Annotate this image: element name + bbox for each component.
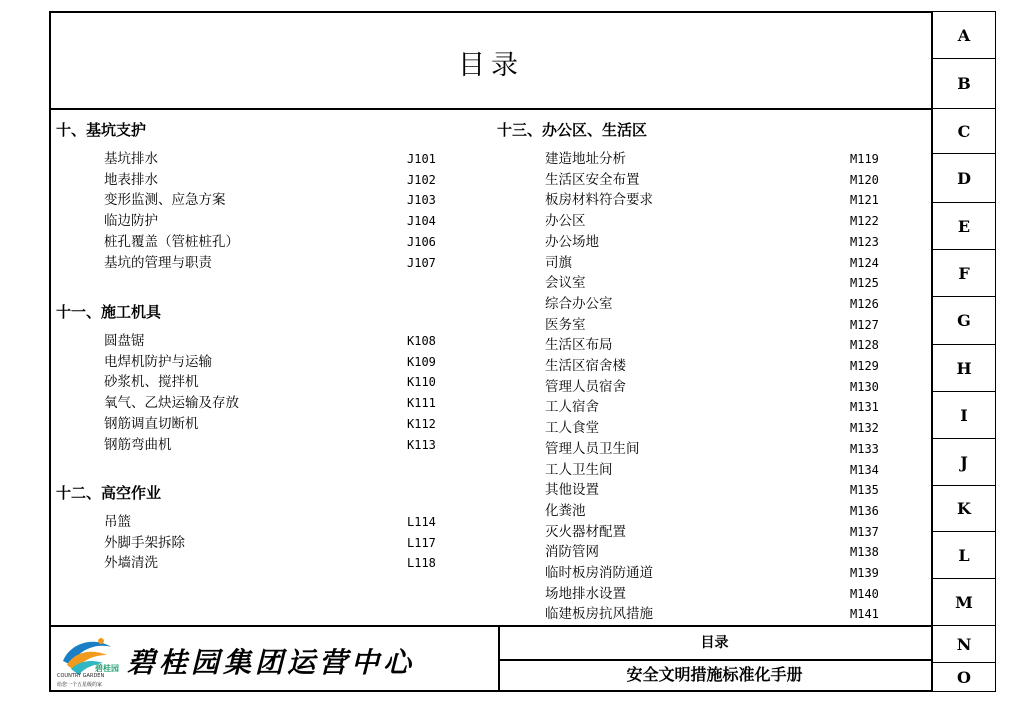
tab-k[interactable]: K (932, 485, 996, 532)
toc-entry-label: 办公场地 (545, 233, 599, 250)
toc-entry-label: 医务室 (545, 316, 586, 333)
toc-entry-page-code: M126 (850, 296, 879, 311)
tab-m[interactable]: M (932, 578, 996, 626)
toc-entry-label: 砂浆机、搅拌机 (104, 374, 199, 391)
toc-entry-page-code: J102 (407, 172, 436, 187)
toc-entry-page-code: M137 (850, 524, 879, 539)
toc-entry[interactable] (49, 170, 489, 190)
toc-entry-page-code: L114 (407, 515, 436, 529)
toc-entry[interactable] (49, 190, 489, 210)
manual-title: 安全文明措施标准化手册 (626, 665, 803, 684)
tab-n[interactable]: N (932, 625, 996, 663)
toc-entry[interactable] (495, 335, 933, 355)
toc-entry[interactable] (495, 480, 933, 500)
toc-entry-label: 司旗 (545, 254, 572, 271)
toc-entry-page-code: L117 (407, 535, 436, 550)
toc-entry-label: 桩孔覆盖（管桩桩孔） (104, 233, 239, 250)
tab-g[interactable]: G (932, 296, 996, 345)
toc-entry-label: 消防管网 (545, 544, 599, 561)
toc-entry[interactable] (495, 584, 933, 604)
toc-entry[interactable] (495, 460, 933, 480)
tab-i[interactable]: I (932, 391, 996, 439)
toc-entry-page-code: M122 (850, 214, 879, 229)
toc-entry-label: 临时板房消防通道 (545, 565, 653, 581)
toc-entry-page-code: L118 (407, 556, 436, 571)
toc-entry[interactable] (495, 253, 933, 273)
toc-entry[interactable] (49, 352, 489, 372)
logo-tagline: 给您一个五星级的家 (57, 682, 103, 688)
toc-entry-page-code: M138 (850, 545, 879, 560)
toc-entry-label: 会议室 (545, 275, 586, 292)
toc-entry[interactable] (495, 232, 933, 252)
logo-english: COUNTRY GARDEN (57, 673, 105, 679)
tab-e[interactable]: E (932, 202, 996, 250)
toc-entry[interactable] (495, 170, 933, 190)
toc-entry-label: 综合办公室 (545, 295, 613, 312)
toc-entry-page-code: M131 (850, 400, 879, 415)
company-name: 碧桂园集团运营中心 (127, 646, 416, 679)
logo-cell (51, 627, 500, 690)
toc-entry-label: 生活区宿舍楼 (545, 358, 626, 374)
toc-entry[interactable] (495, 211, 933, 231)
toc-entry[interactable] (49, 372, 489, 392)
toc-entry-page-code: M139 (850, 566, 879, 580)
toc-entry-page-code: K109 (407, 354, 436, 369)
tab-c[interactable]: C (932, 108, 996, 154)
toc-entry-page-code: J106 (407, 234, 436, 249)
toc-entry-page-code: K111 (407, 396, 436, 411)
toc-entry-page-code: M121 (850, 193, 879, 208)
toc-entry[interactable] (495, 522, 933, 542)
tab-j[interactable]: J (932, 438, 996, 486)
toc-entry-label: 地表排水 (104, 171, 158, 188)
toc-entry-label: 变形监测、应急方案 (104, 192, 226, 209)
toc-entry[interactable] (49, 435, 489, 455)
section-heading: 十、基坑支护 (56, 121, 147, 139)
footer-section-label: 目录 (498, 627, 931, 661)
toc-entry-page-code: M132 (850, 421, 879, 436)
toc-entry-label: 外墙清洗 (104, 555, 158, 572)
tab-f[interactable]: F (932, 249, 996, 297)
tab-a[interactable]: A (932, 11, 996, 59)
toc-entry[interactable] (49, 253, 489, 273)
tab-b[interactable]: B (932, 58, 996, 109)
section-heading: 十二、高空作业 (56, 484, 162, 502)
toc-entry-page-code: M141 (850, 607, 879, 622)
toc-entry-page-code: M123 (850, 234, 879, 249)
toc-entry-label: 化粪池 (545, 502, 586, 519)
section-heading: 十三、办公区、生活区 (497, 121, 648, 139)
toc-entry[interactable] (495, 294, 933, 314)
toc-entry[interactable] (49, 553, 489, 573)
toc-entry[interactable] (49, 232, 489, 252)
toc-entry-label: 板房材料符合要求 (545, 192, 653, 209)
toc-entry[interactable] (495, 273, 933, 293)
toc-entry-page-code: M127 (850, 317, 879, 332)
toc-entry-page-code: M130 (850, 379, 879, 394)
toc-entry-page-code: M124 (850, 255, 879, 270)
toc-entry[interactable] (49, 414, 489, 434)
toc-entry-label: 灭火器材配置 (545, 523, 626, 540)
toc-entry-label: 工人卫生间 (545, 461, 613, 478)
toc-entry-page-code: M128 (850, 338, 879, 353)
toc-entry-page-code: M120 (850, 172, 879, 187)
toc-entry[interactable] (49, 533, 489, 553)
toc-entry[interactable] (495, 563, 933, 583)
toc-entry-page-code: K113 (407, 437, 436, 452)
toc-entry-page-code: M119 (850, 152, 879, 166)
toc-entry-label: 临建板房抗风措施 (545, 606, 653, 623)
toc-entry[interactable] (495, 604, 933, 624)
toc-entry-page-code: J104 (407, 214, 436, 229)
toc-entry-page-code: K112 (407, 416, 436, 431)
section-tabs (932, 11, 996, 692)
toc-entry-label: 电焊机防护与运输 (104, 353, 212, 370)
tab-l[interactable]: L (932, 531, 996, 579)
toc-entry-label: 钢筋弯曲机 (104, 436, 172, 453)
tab-d[interactable]: D (932, 153, 996, 203)
toc-entry[interactable] (495, 190, 933, 210)
toc-entry[interactable] (495, 377, 933, 397)
toc-entry-label: 基坑排水 (104, 151, 158, 167)
toc-entry-label: 场地排水设置 (545, 585, 626, 602)
toc-entry-label: 工人食堂 (545, 420, 599, 437)
toc-content (49, 109, 933, 626)
toc-entry-page-code: M135 (850, 483, 879, 498)
section-heading: 十一、施工机具 (56, 303, 162, 321)
toc-entry-label: 其他设置 (545, 482, 599, 499)
toc-entry[interactable] (495, 418, 933, 438)
toc-entry-label: 钢筋调直切断机 (104, 415, 199, 432)
toc-entry-page-code: J101 (407, 152, 436, 166)
toc-entry-label: 吊篮 (104, 514, 131, 530)
toc-entry[interactable] (495, 439, 933, 459)
toc-entry[interactable] (49, 393, 489, 413)
toc-entry-page-code: M125 (850, 276, 879, 291)
toc-entry-page-code: K110 (407, 375, 436, 390)
toc-entry-label: 工人宿舍 (545, 399, 599, 416)
toc-entry-label: 建造地址分析 (545, 151, 626, 167)
toc-entry[interactable] (495, 356, 933, 376)
tab-h[interactable]: H (932, 344, 996, 392)
toc-entry-label: 办公区 (545, 213, 586, 230)
toc-entry[interactable] (495, 501, 933, 521)
toc-entry-label: 圆盘锯 (104, 333, 145, 349)
toc-entry-label: 基坑的管理与职责 (104, 254, 212, 271)
toc-entry-label: 生活区布局 (545, 337, 613, 354)
toc-entry-label: 外脚手架拆除 (104, 534, 185, 551)
toc-entry-page-code: M133 (850, 441, 879, 456)
toc-entry-page-code: J103 (407, 193, 436, 208)
toc-entry-page-code: K108 (407, 334, 436, 348)
toc-entry-label: 临边防护 (104, 213, 158, 230)
toc-entry[interactable] (49, 149, 489, 169)
toc-entry-page-code: J107 (407, 255, 436, 270)
toc-entry[interactable] (495, 397, 933, 417)
toc-entry-page-code: M136 (850, 503, 879, 518)
toc-entry-label: 氧气、乙炔运输及存放 (104, 395, 239, 412)
toc-entry-page-code: M134 (850, 462, 879, 477)
footer (49, 625, 933, 692)
toc-entry[interactable] (495, 542, 933, 562)
toc-entry-label: 生活区安全布置 (545, 171, 640, 188)
toc-entry[interactable] (495, 149, 933, 169)
page-title: 目录 (458, 50, 524, 81)
logo-text: 碧桂园 (95, 664, 119, 673)
toc-entry[interactable] (49, 512, 489, 532)
toc-entry-page-code: M140 (850, 586, 879, 601)
toc-entry[interactable] (49, 331, 489, 351)
toc-entry[interactable] (495, 315, 933, 335)
toc-entry-label: 管理人员宿舍 (545, 378, 626, 395)
tab-o[interactable]: O (932, 662, 996, 692)
toc-entry[interactable] (49, 211, 489, 231)
toc-entry-page-code: M129 (850, 359, 879, 373)
toc-entry-label: 管理人员卫生间 (545, 440, 640, 457)
title-box (49, 11, 933, 110)
